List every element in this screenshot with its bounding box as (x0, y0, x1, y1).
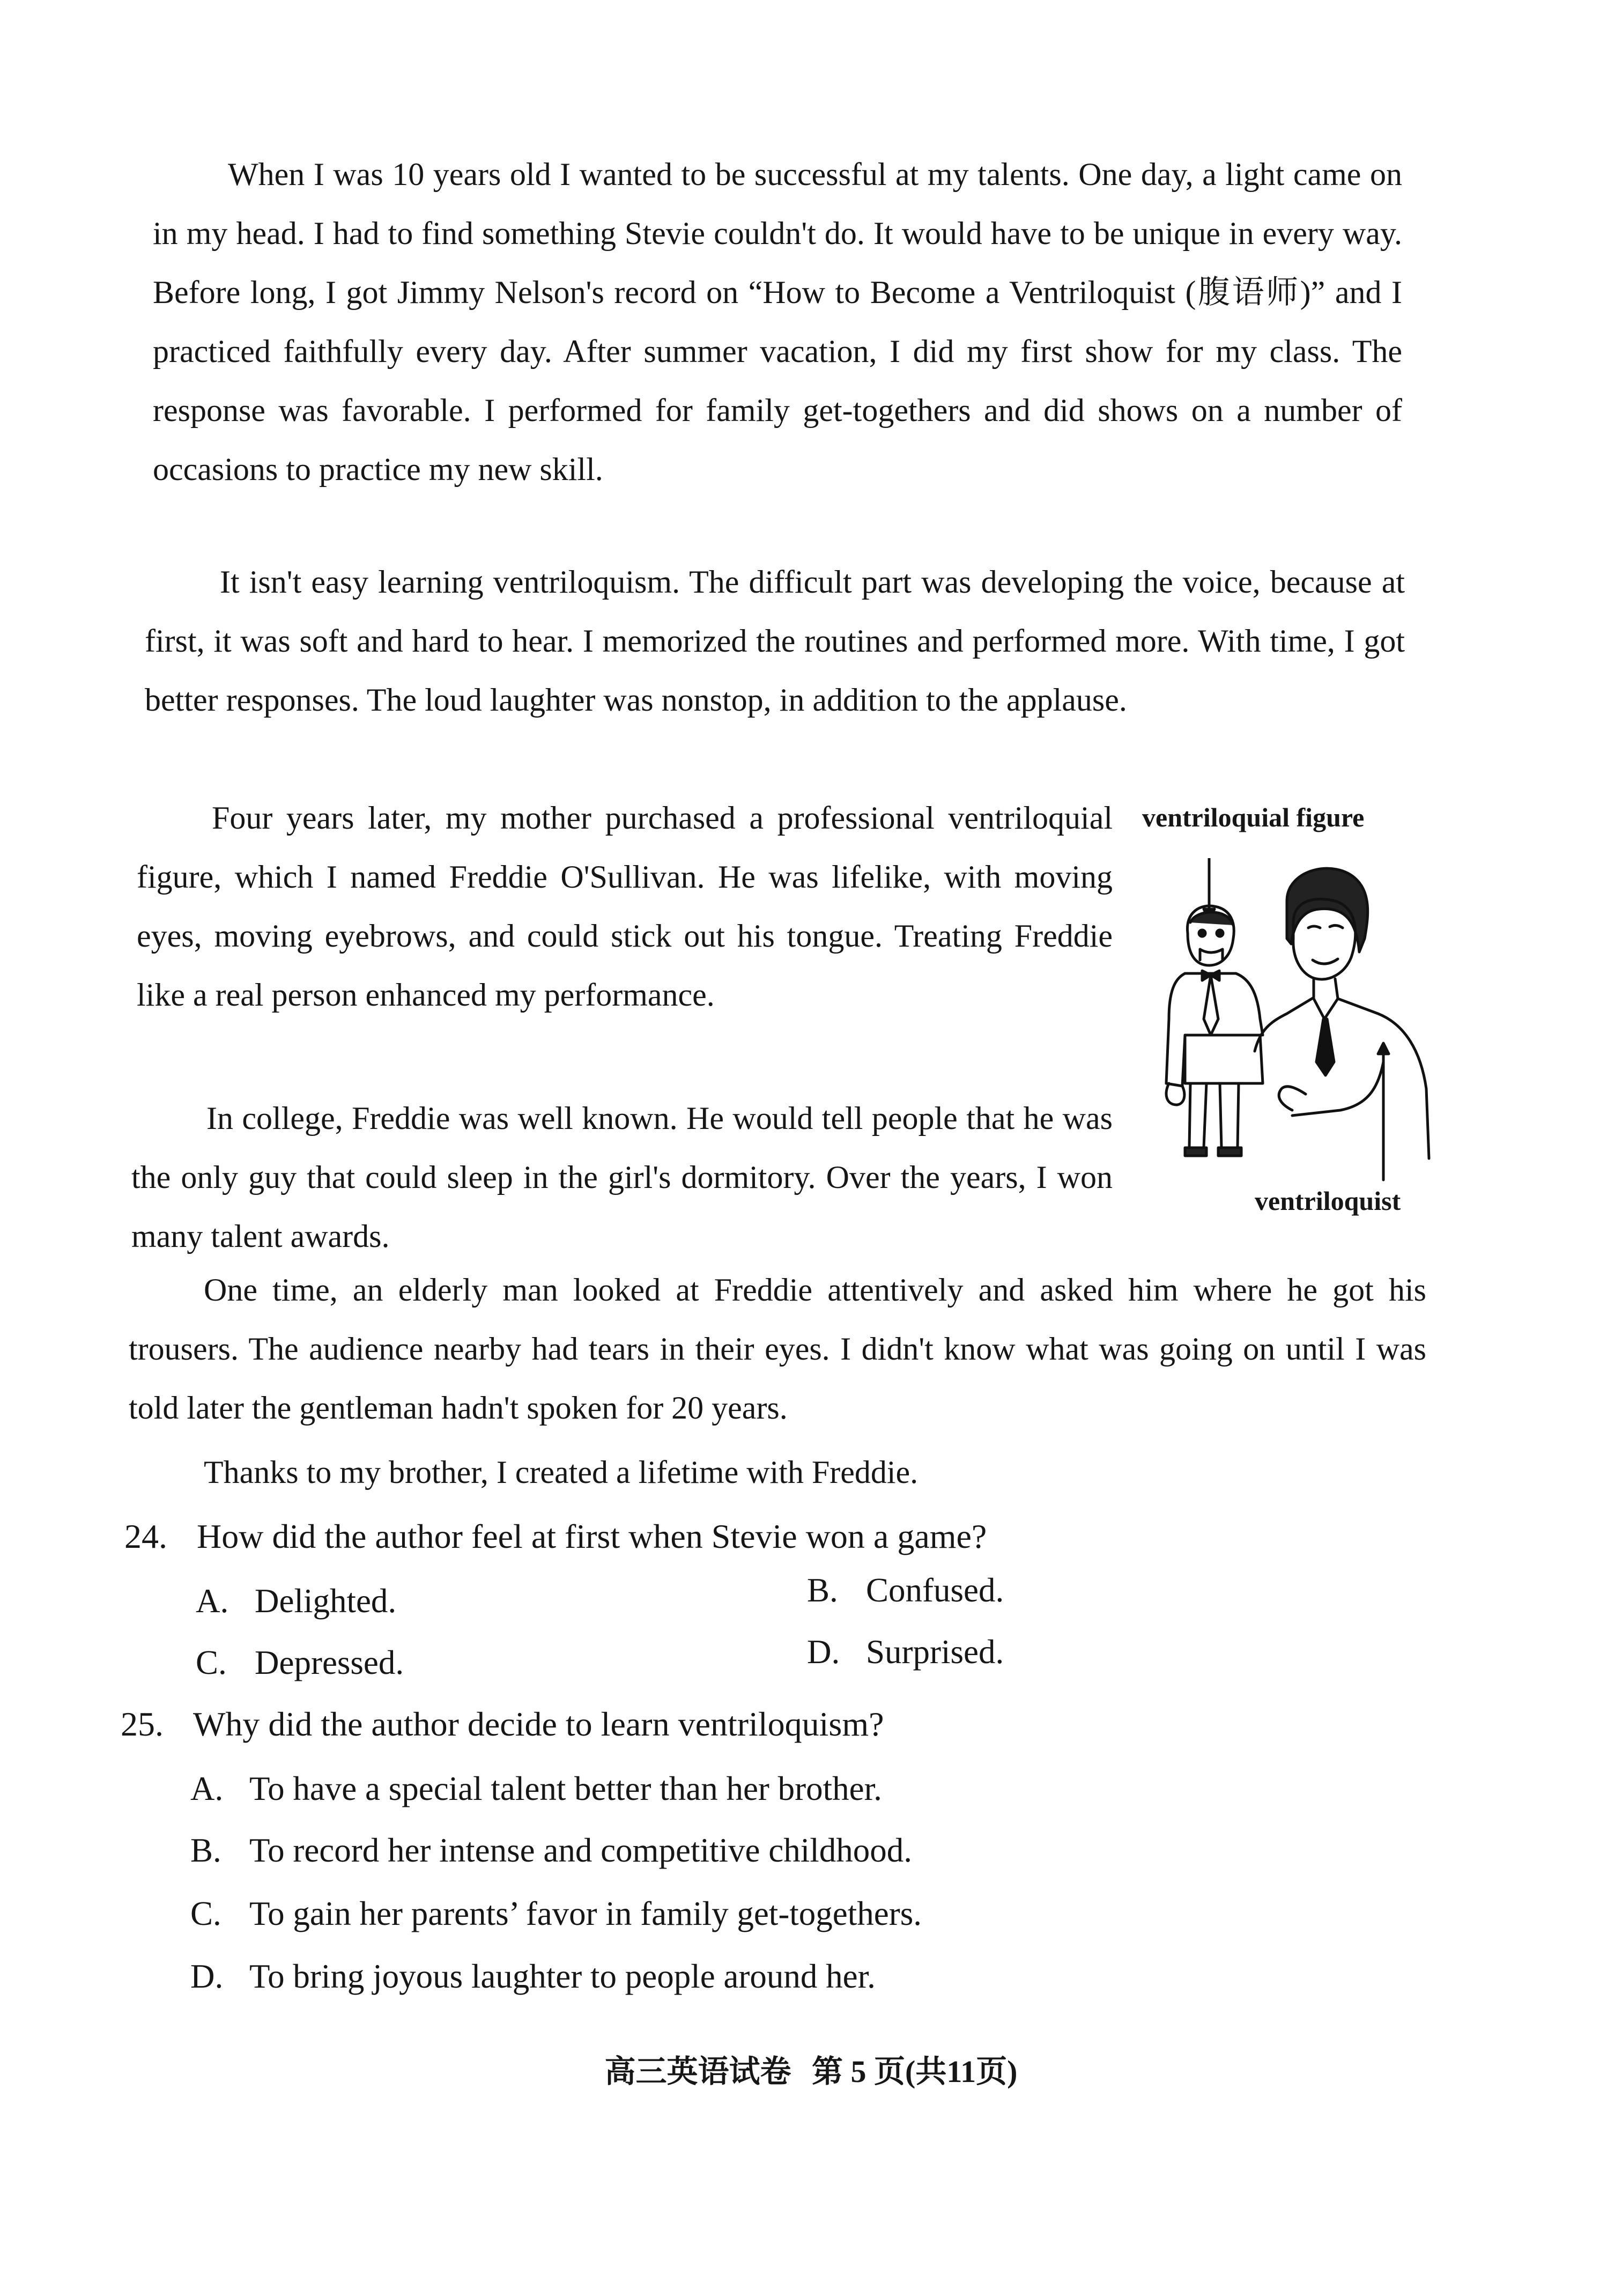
passage-paragraph-6: Thanks to my brother, I created a lifetime with Freddie. (204, 1455, 919, 1490)
passage-paragraph-4: In college, Freddie was well known. He would tell people that he was the only guy that could sleep in the girl's dormitory. Over the years, I won many talent awards. (131, 1101, 1113, 1254)
footer-exam-title: 高三英语试卷 (604, 2054, 791, 2089)
question-25-option-d[interactable]: D. To bring joyous laughter to people around her. (190, 1958, 876, 1995)
passage-paragraph-2: It isn't easy learning ventriloquism. The difficult part was developing the voice, because at first, it was soft and hard to hear. I memorized the routines and performed more. With time, I got better responses. The loud laughter was nonstop, in addition to the applause. (145, 564, 1405, 718)
passage-paragraph-1: When I was 10 years old I wanted to be successful at my talents. One day, a light came on in my head. I had to find something Stevie couldn't do. It would have to be unique in every way. Before long, I got Jimmy Nelson's record on “How to Become a Ventriloquist (腹语师)” and I practiced faithfully every day. After summer vacation, I did my first show for my class. The response was favorable. I performed for family get-togethers and did shows on a number of occasions to practice my new skill. (153, 157, 1402, 487)
passage-paragraph-3: Four years later, my mother purchased a professional ventriloquial figure, which I named Freddie O'Sullivan. He was lifelike, with moving eyes, moving eyebrows, and could stick out his tongue. Treating Freddie like a real person enhanced my performance. (137, 800, 1113, 1013)
question-24-stem: 24. How did the author feel at first when Stevie won a game? (124, 1517, 987, 1555)
ventriloquist-illustration (1153, 858, 1432, 1201)
figure-label-ventriloquial-figure: ventriloquial figure (1142, 802, 1365, 832)
passage-paragraph-5: One time, an elderly man looked at Freddie attentively and asked him where he got his trousers. The audience nearby had tears in their eyes. I didn't know what was going on until I was told later the gentleman hadn't spoken for 20 years. (129, 1272, 1426, 1426)
question-25-option-b[interactable]: B. To record her intense and competitive childhood. (190, 1832, 912, 1869)
question-25-option-c[interactable]: C. To gain her parents’ favor in family get-togethers. (190, 1895, 922, 1932)
figure-label-ventriloquist: ventriloquist (1255, 1186, 1401, 1216)
question-25-stem: 25. Why did the author decide to learn ventriloquism? (121, 1705, 884, 1743)
question-25-option-a[interactable]: A. To have a special talent better than her brother. (190, 1770, 882, 1807)
page-footer (0, 2046, 1622, 2091)
ventriloquist-arrow-head (1378, 1043, 1389, 1054)
footer-page-number: 第 5 页(共11页) (812, 2054, 1018, 2089)
question-24-option-a[interactable]: A. Delighted. (196, 1582, 397, 1620)
question-24-option-c[interactable]: C. Depressed. (196, 1644, 404, 1681)
question-24-option-b[interactable]: B. Confused. (807, 1571, 1004, 1609)
question-24-option-d[interactable]: D. Surprised. (807, 1633, 1004, 1671)
